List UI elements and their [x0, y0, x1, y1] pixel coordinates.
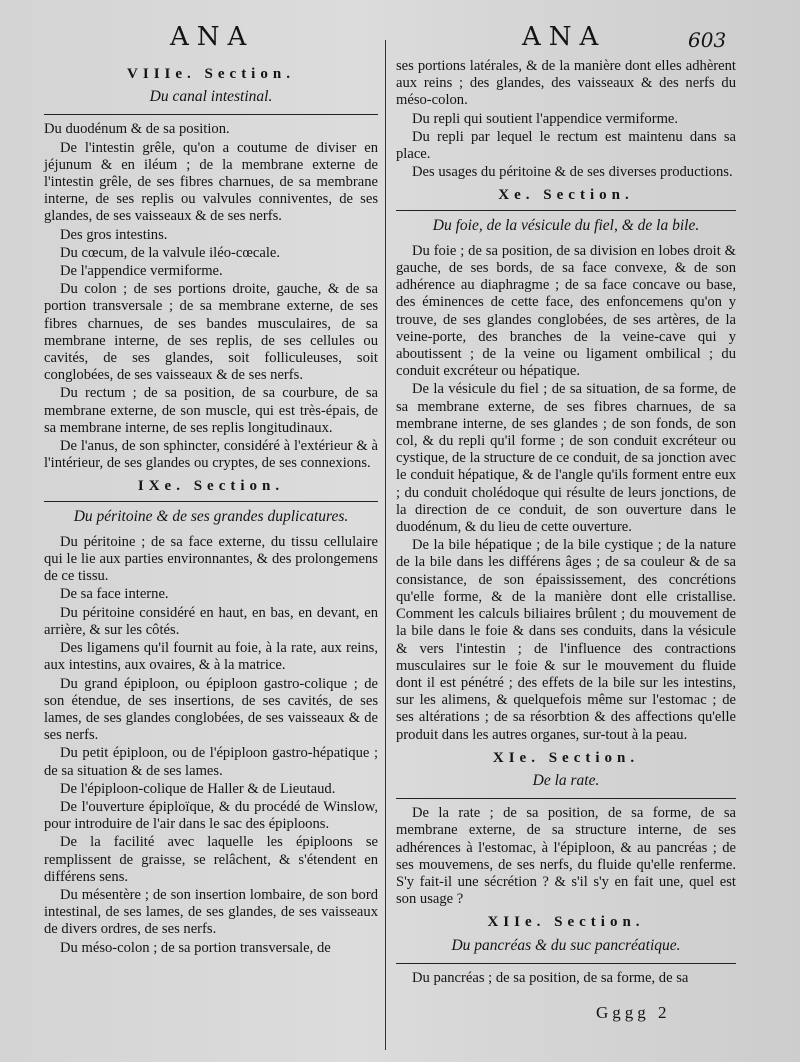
paragraph: Du péritoine ; de sa face externe, du tissu cellulaire qui le lie aux parties environnantes, & des prolongemens de ce tissu.	[44, 533, 378, 585]
left-column	[44, 60, 378, 958]
title-rule	[44, 501, 378, 502]
paragraph: De l'ouverture épiploïque, & du procédé de Winslow, pour introduire de l'air dans le sac des épiploons.	[44, 798, 378, 833]
paragraph: ses portions latérales, & de la manière dont elles adhèrent aux reins ; des glandes, des vaisseaux & des nerfs du méso-colon.	[396, 58, 736, 109]
title-rule	[396, 210, 736, 211]
section-title: Du pancréas & du suc pancréatique.	[451, 936, 681, 954]
paragraph: De la vésicule du fiel ; de sa situation, de sa forme, de sa membrane externe, de ses fibres charnues, de sa membrane interne, de ses glandes ; de son fonds, de son col, & du repli qu'il forme ; de son conduit excréteur ou cystique, de la structure de ce conduit, de sa jonction avec le conduit hépatique, & de l'angle qu'ils forment entre eux ; du conduit cholédoque qui résulte de leurs jonctions, de la direction de ce conduit, de son ouverture dans le duodénum, & du lieu de cette ouverture.	[396, 381, 736, 536]
running-head-right: ANA	[522, 22, 607, 52]
paragraph: De sa face interne.	[60, 586, 169, 603]
page-number: 603	[688, 28, 727, 52]
paragraph: Du rectum ; de sa position, de sa courbure, de sa membrane externe, de son muscle, qui est très-épais, de sa membrane interne, de ses replis longitudinaux.	[44, 385, 378, 436]
paragraph: Du repli par lequel le rectum est maintenu dans sa place.	[396, 128, 736, 163]
paragraph: Des ligamens qu'il fournit au foie, à la rate, aux reins, aux intestins, aux ovaires, & à la matrice.	[44, 640, 378, 674]
column-divider	[385, 40, 386, 1050]
paragraph: Du petit épiploon, ou de l'épiploon gastro-hépatique ; de sa situation & de ses lames.	[44, 745, 378, 779]
paragraph: Du mésentère ; de son insertion lombaire, de son bord intestinal, de ses lames, de ses glandes, de ses vaisseaux de divers ordres, de ses nerfs.	[44, 886, 378, 938]
paragraph: Du foie ; de sa position, de sa division en lobes droit & gauche, de ses bords, de sa face convexe, & de son adhérence au diaphragme ; de sa face concave ou base, des éminences de cette face, des enfoncemens qu'on y trouve, de ses glandes conglobées, de ses artères, de la veine-porte, des branches de la veine-cave qui y aboutissent ; de la veine ou ligament ombilical ; du conduit excréteur ou hépatique.	[396, 242, 736, 380]
section-heading: IXe. Section.	[137, 478, 285, 495]
paragraph: De la rate ; de sa position, de sa forme, de sa membrane externe, de sa structure interne, de ses adhérences à l'estomac, à l'épiploon, & au pancréas ; de ses mouvemens, de ses nerfs, du fluide qu'elle renferme. S'y fait-il une sécrétion ? & s'il s'y en fait une, quel est son usage ?	[396, 805, 736, 908]
paragraph: De la bile hépatique ; de la bile cystique ; de la nature de la bile dans les différens âges ; de sa couleur & de sa consistance, de son épaississement, des concrétions qu'elle forme, & de la manière dont elle cristallise. Comment les calculs biliaires brûlent ; du mouvement de la bile dans le foie & dans ses conduits, dans la vésicule & vers l'intestin ; de l'influence des contractions musculaires sur le foie & sur le mouvement du fluide dont il est pénétré ; des effets de la bile sur les intestins, sur les alimens, & quelquefois même sur l'estomac ; de ses altérations ; de sa résorbtion & des affections qu'elle produit dans les autres organes, sur-tout à la peau.	[396, 537, 736, 743]
section-title: Du canal intestinal.	[149, 88, 273, 106]
paragraph: Des usages du péritoine & de ses diverses productions.	[412, 164, 733, 181]
paragraph: Du duodénum & de sa position.	[44, 121, 230, 138]
title-rule	[44, 114, 378, 115]
paragraph: Du colon ; de ses portions droite, gauche, & de sa portion transversale ; de sa membrane externe, de ses fibres charnues, de ses bandes musculaires, de sa membrane interne, de ses replis, de ses cellules ou cavités, de ses glandes, soit folliculeuses, soit conglobées, de ses vaisseaux & de ses nerfs.	[44, 281, 378, 384]
paragraph: Du péritoine considéré en haut, en bas, en devant, en arrière, & sur les côtés.	[44, 604, 378, 638]
section-heading: XIe. Section.	[492, 749, 640, 766]
section-title: Du péritoine & de ses grandes duplicatures.	[73, 507, 349, 525]
paragraph: Du grand épiploon, ou épiploon gastro-colique ; de son étendue, de ses insertions, de ses cavités, de ses lames, de ses glandes conglobées, de ses vaisseaux & de ses nerfs.	[44, 675, 378, 744]
running-head	[0, 22, 800, 56]
paragraph: Du cœcum, de la valvule iléo-cœcale.	[60, 244, 281, 261]
paragraph: De la facilité avec laquelle les épiploons se remplissent de graisse, se relâchent, & s'étendent en différens sens.	[44, 834, 378, 885]
paragraph: De l'appendice vermiforme.	[60, 263, 223, 280]
section-heading: Xe. Section.	[498, 187, 634, 204]
paragraph: Du repli qui soutient l'appendice vermiforme.	[412, 110, 679, 127]
paragraph: De l'intestin grêle, qu'on a coutume de diviser en jéjunum & en iléum ; de la membrane externe de l'intestin grêle, de ses fibres charnues, de sa membrane interne, de ses replis ou valvules conniventes, de ses glandes, de ses vaisseaux & de ses nerfs.	[44, 139, 378, 225]
title-rule	[396, 963, 736, 964]
paragraph: Du méso-colon ; de sa portion transversale, de	[60, 939, 331, 956]
paragraph: De l'anus, de son sphincter, considéré à l'extérieur & à l'intérieur, de ses glandes ou cryptes, de ses connexions.	[44, 438, 378, 472]
title-rule	[396, 798, 736, 799]
section-title: De la rate.	[532, 771, 600, 789]
section-title: Du foie, de la vésicule du fiel, & de la bile.	[432, 216, 700, 234]
paragraph: De l'épiploon-colique de Haller & de Lieutaud.	[60, 780, 336, 797]
signature-mark: Gggg 2	[596, 1003, 671, 1022]
section-heading: VIIIe. Section.	[127, 66, 295, 82]
paragraph: Du pancréas ; de sa position, de sa forme, de sa	[412, 969, 689, 986]
right-column	[396, 58, 736, 988]
section-heading: XIIe. Section.	[487, 914, 645, 931]
paragraph: Des gros intestins.	[60, 226, 168, 243]
running-head-left: ANA	[170, 22, 255, 52]
